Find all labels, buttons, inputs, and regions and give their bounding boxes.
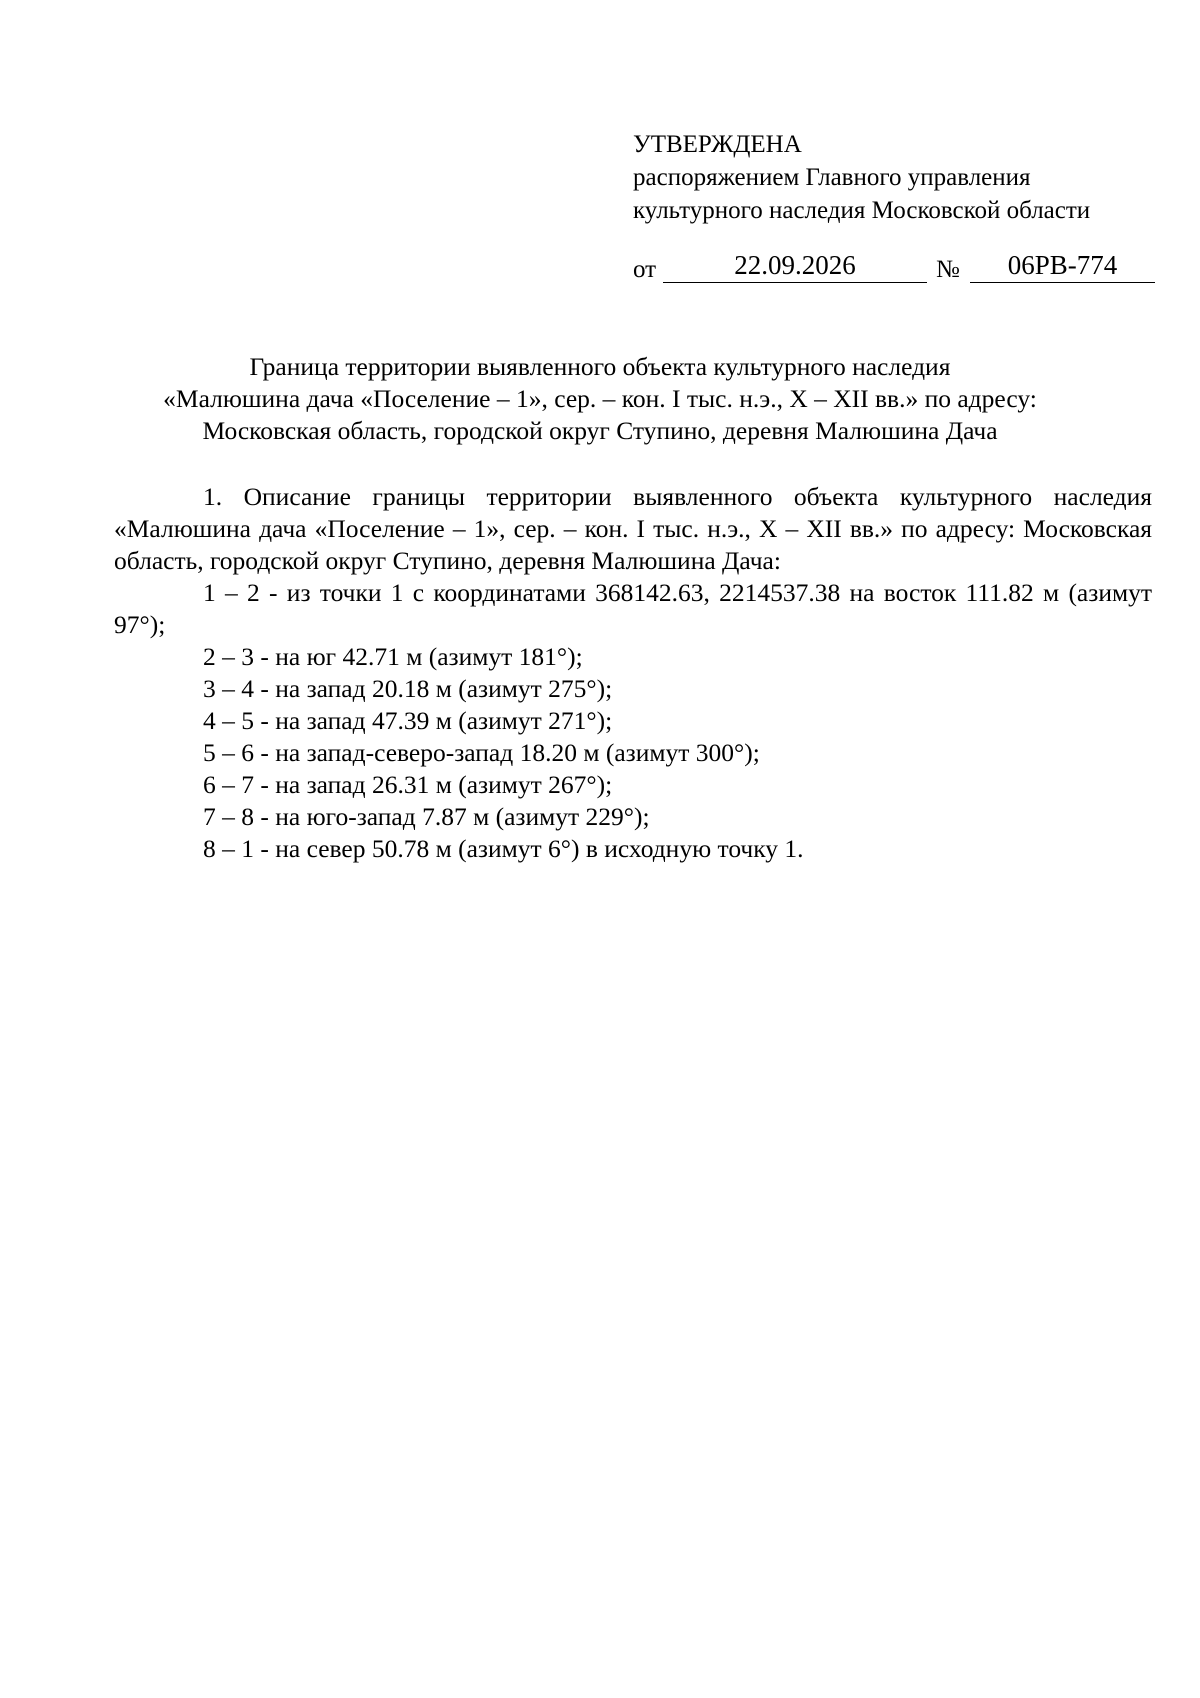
approval-date: 22.09.2026 xyxy=(663,248,927,283)
boundary-description xyxy=(114,481,1152,865)
number-prefix-label: № xyxy=(936,256,960,283)
boundary-segment: 7 – 8 - на юго-запад 7.87 м (азимут 229°); xyxy=(203,802,650,831)
date-prefix-label: от xyxy=(633,256,657,283)
document-title xyxy=(100,351,1100,447)
boundary-segment: 3 – 4 - на запад 20.18 м (азимут 275°); xyxy=(203,674,613,703)
title-line-3: Московская область, городской округ Ступино, деревня Малюшина Дача xyxy=(202,416,998,445)
approval-authority-line-2: культурного наследия Московской области xyxy=(633,197,1091,224)
approval-number: 06РВ-774 xyxy=(970,248,1155,283)
approval-block xyxy=(633,128,1153,227)
boundary-segment: 4 – 5 - на запад 47.39 м (азимут 271°); xyxy=(203,706,613,735)
boundary-segment: 5 – 6 - на запад-северо-запад 18.20 м (азимут 300°); xyxy=(203,738,760,767)
description-intro: 1. Описание границы территории выявленного объекта культурного наследия «Малюшина дача «Поселение – 1», сер. – кон. I тыс. н.э., X – XII вв.» по адресу: Московская область, городской округ Ступино, деревня Малюшина Дача: xyxy=(114,482,1152,575)
approval-date-number-row xyxy=(633,252,1153,286)
approval-heading: УТВЕРЖДЕНА xyxy=(633,131,802,158)
title-line-2: «Малюшина дача «Поселение – 1», сер. – кон. I тыс. н.э., X – XII вв.» по адресу: xyxy=(163,384,1037,413)
boundary-segment: 8 – 1 - на север 50.78 м (азимут 6°) в исходную точку 1. xyxy=(203,834,804,863)
title-line-1: Граница территории выявленного объекта культурного наследия xyxy=(249,352,951,381)
boundary-segment: 6 – 7 - на запад 26.31 м (азимут 267°); xyxy=(203,770,613,799)
approval-authority-line-1: распоряжением Главного управления xyxy=(633,164,1031,191)
boundary-segment: 2 – 3 - на юг 42.71 м (азимут 181°); xyxy=(203,642,583,671)
boundary-segment: 1 – 2 - из точки 1 с координатами 368142.63, 2214537.38 на восток 111.82 м (азимут 97°); xyxy=(114,578,1152,639)
